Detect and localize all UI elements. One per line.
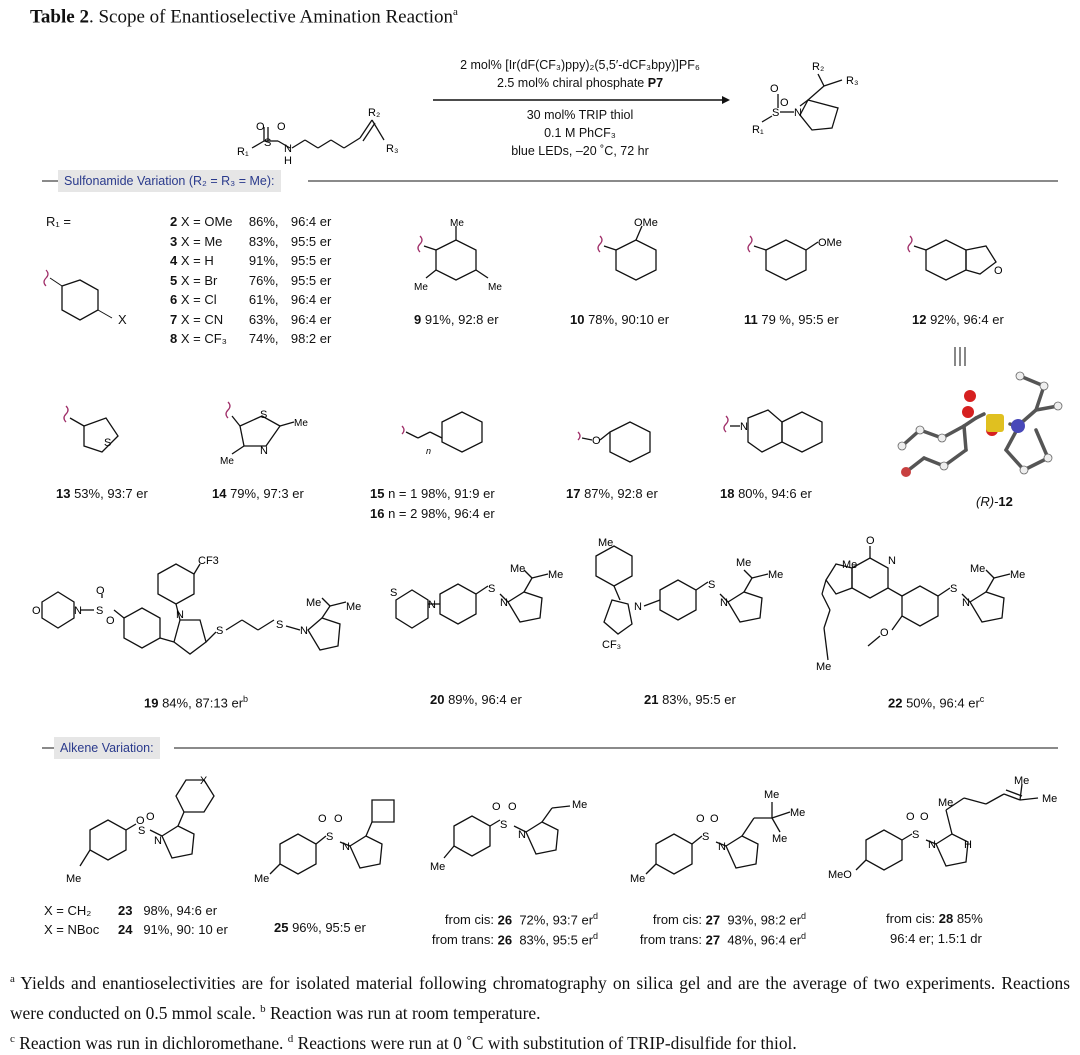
compound-18-label: 18 80%, 94:6 er [720, 486, 812, 501]
sm-oxygen-2: O [277, 121, 286, 133]
sm-r2: R₂ [368, 107, 381, 119]
compound-26-trans-label: from trans: 26 83%, 95:5 $er^d$ [431, 931, 599, 948]
footnote-b-mark: b [260, 1002, 266, 1015]
me-label: Me [772, 833, 788, 845]
compound-28-dr-label: 96:4 er; 1.5:1 dr [890, 931, 982, 946]
me-label: Me [598, 537, 614, 549]
oxygen-label: O [334, 813, 343, 825]
condition-catalyst: 2 mol% [Ir(dF(CF₃)ppy)₂(5,5′-dCF₃bpy)]PF₆ [460, 58, 700, 72]
me-label: Me [1014, 775, 1030, 787]
series-row: 2 X = OMe 86%, 96:4 er [170, 214, 332, 229]
nitrogen-label: N [720, 597, 728, 609]
xray-structure [880, 366, 1070, 486]
oxygen-atom [962, 406, 974, 418]
row3-structures [30, 534, 1080, 684]
footnote-d-mark: d [287, 1032, 294, 1045]
me-label: Me [790, 807, 806, 819]
footnote-d: Reactions were run at 0 ˚C with substitution of TRIP-disulfide for thiol. [293, 1032, 797, 1053]
sulfur-label: S [96, 605, 104, 617]
r1-label: R₁ = [46, 214, 71, 229]
meo-label: MeO [828, 869, 852, 881]
footnotes [10, 966, 1070, 1055]
oxygen-label: O [710, 813, 719, 825]
footnote-a-mark: a [10, 973, 15, 985]
table-title [30, 6, 458, 28]
me-label: Me [630, 873, 646, 885]
row1-structures [400, 212, 1080, 302]
compound-28-label: from cis: 28 85% [886, 911, 983, 926]
compound-27-trans-label: from trans: 27 48%, 96:4 $er^d$ [639, 931, 807, 948]
me-label: Me [1042, 793, 1058, 805]
sm-nitrogen: N [284, 143, 292, 155]
equivalence-mark [952, 346, 972, 368]
me-label: Me [254, 873, 270, 885]
nitrogen-label: N [634, 601, 642, 613]
table-title-text: . Scope of Enantioselective Amination Reaction [88, 6, 454, 28]
section-rule-right [308, 180, 1058, 182]
compound-16-label: 16 n = 2 98%, 96:4 er [370, 506, 495, 521]
me-label: Me [414, 282, 428, 293]
oxygen-label: O [906, 811, 915, 823]
starting-material [252, 120, 384, 148]
me-label: Me [970, 563, 986, 575]
table-number: Table 2 [30, 6, 89, 28]
series-row: 4 X = H 91%, 95:5 er [170, 253, 332, 268]
oxygen-label: O [994, 265, 1003, 277]
n-label: n [426, 446, 432, 456]
nitrogen-label: N [928, 839, 936, 851]
compound-17-label: 17 87%, 92:8 er [566, 486, 658, 501]
nitrogen-label: N [260, 445, 268, 457]
me-label: Me [510, 563, 526, 575]
wavy-bond-icon [418, 236, 422, 252]
sm-r1: R₁ [237, 146, 249, 158]
oxygen-label: O [508, 801, 517, 813]
nitrogen-label: N [300, 625, 308, 637]
compound-11-label: 11 79 %, 95:5 er [744, 312, 839, 327]
compound-9-label: 9 91%, 92:8 er [414, 312, 499, 327]
compound-15-label: 15 n = 1 98%, 91:9 er [370, 486, 495, 501]
nitrogen-label: N [518, 829, 526, 841]
oxygen-label: O [136, 815, 145, 827]
me-label: Me [736, 557, 752, 569]
footnote-b: Reaction was run at room temperature. [265, 1002, 541, 1023]
section-rule-left [42, 747, 54, 749]
condition-phosphate: 2.5 mol% chiral phosphate P7 [496, 76, 664, 90]
reaction-arrow-head [722, 96, 730, 104]
sulfur-label: S [702, 831, 710, 843]
p-sulfur: S [772, 107, 780, 119]
me-label: Me [572, 799, 588, 811]
aryl-x: X [118, 312, 127, 327]
series-row: 7 X = CN 63%, 96:4 er [170, 311, 332, 327]
x-label: X [200, 775, 208, 787]
sulfur-label: S [276, 619, 284, 631]
sulfur-label: S [260, 409, 268, 421]
series-row: 3 X = Me 83%, 95:5 er [170, 233, 332, 249]
footnote-c: Reaction was run in dichloromethane. [14, 1032, 288, 1053]
footnote-c-mark: c [10, 1032, 15, 1045]
me-label: Me [450, 218, 464, 229]
compound-19-label: 19 84%, 87:13 $er^b$ [144, 694, 249, 711]
compound-12-label: 12 92%, 96:4 er [912, 312, 1004, 327]
oxygen-atom [964, 390, 976, 402]
row4-structures [60, 770, 1070, 890]
oxygen-label: O [920, 811, 929, 823]
condition-solvent: 0.1 M PhCF₃ [544, 126, 616, 140]
compound-20-label: 20 89%, 96:4 er [430, 692, 522, 707]
compound-27-cis-label: from cis: 27 93%, 98:2 $er^d$ [652, 911, 807, 928]
section-alkene-header: Alkene Variation: [54, 737, 160, 759]
oxygen-label: O [146, 811, 155, 823]
compound-10-label: 10 78%, 90:10 er [570, 312, 670, 327]
me-label: Me [548, 569, 564, 581]
section-sulfonamide-header: Sulfonamide Variation (R₂ = R₃ = Me): [58, 170, 281, 192]
nitrogen-label: N [740, 421, 748, 433]
nitrogen-label: N [176, 609, 184, 621]
conditions-below-arrow [430, 106, 730, 160]
nitrogen-label: N [500, 597, 508, 609]
nitrogen-label: N [154, 835, 162, 847]
compound-24-label: X = NBoc 24 91%, 90: 10 er [44, 922, 228, 937]
compound-22-label: 22 50%, 96:4 $er^c$ [888, 694, 985, 711]
sulfur-label: S [500, 819, 508, 831]
sm-hydrogen: H [284, 155, 292, 167]
compound-14-label: 14 79%, 97:3 er [212, 486, 304, 501]
wavy-bond-icon [598, 236, 602, 252]
footnote-marker-a: a [453, 6, 458, 18]
me-label: Me [346, 601, 362, 613]
p-oxygen-1: O [770, 83, 779, 95]
para-aryl-structure [40, 262, 140, 342]
oxygen-label: O [880, 627, 889, 639]
sulfur-label: S [326, 831, 334, 843]
oxygen-label: O [106, 615, 115, 627]
p-oxygen-2: O [780, 97, 789, 109]
condition-light: blue LEDs, –20 ˚C, 72 hr [511, 144, 649, 158]
me-label: Me [768, 569, 784, 581]
oxygen-label: O [318, 813, 327, 825]
p-nitrogen: N [794, 107, 802, 119]
sulfur-label: S [708, 579, 716, 591]
nitrogen-label: N [74, 605, 82, 617]
xray-label: (R)-12 [976, 494, 1013, 509]
compound-23-label: X = CH₂ 23 98%, 94:6 er [44, 903, 218, 918]
nitrogen-label: N [888, 555, 896, 567]
compound-25-label: 25 96%, 95:5 er [274, 920, 366, 935]
sulfur-label: S [488, 583, 496, 595]
sm-sulfur: S [264, 137, 272, 149]
nitrogen-label: N [428, 599, 436, 611]
me-label: Me [306, 597, 322, 609]
ome-label: OMe [634, 217, 658, 229]
series-row: 6 X = Cl 61%, 96:4 er [170, 292, 332, 307]
condition-thiol: 30 mol% TRIP thiol [526, 108, 634, 122]
sulfur-atom [986, 414, 1004, 432]
sulfur-label: S [104, 437, 112, 449]
wavy-bond-icon [748, 236, 752, 252]
me-label: Me [764, 789, 780, 801]
oxygen-label: O [866, 535, 875, 547]
ome-label: OMe [818, 237, 842, 249]
compound-26-cis-label: from cis: 26 72%, 93:7 $er^d$ [444, 911, 599, 928]
p-r1: R₁ [752, 124, 764, 136]
oxygen-atom [901, 467, 911, 477]
series-row: 8 X = CF₃ 74%, 98:2 er [170, 331, 332, 346]
oxygen-label: O [492, 801, 501, 813]
me-label: Me [430, 861, 446, 873]
me-label: Me [938, 797, 954, 809]
sulfur-label: S [912, 829, 920, 841]
section-rule-right [174, 747, 1058, 749]
wavy-bond-icon [44, 270, 48, 286]
sm-r3: R₃ [386, 143, 399, 155]
sulfur-label: S [950, 583, 958, 595]
me-label: Me [294, 418, 308, 429]
sulfur-label: S [390, 587, 398, 599]
cf3-label: CF3 [198, 555, 219, 567]
series-row: 5 X = Br 76%, 95:5 er [170, 272, 332, 288]
compound-21-label: 21 83%, 95:5 er [644, 692, 736, 707]
p-r2: R₂ [812, 61, 825, 73]
nitrogen-label: N [718, 841, 726, 853]
sm-oxygen-1: O [256, 121, 265, 133]
me-label: Me [816, 661, 832, 673]
compound-13-label: 13 53%, 93:7 er [56, 486, 148, 501]
p-r3: R₃ [846, 75, 859, 87]
oxygen-label: O [96, 585, 105, 597]
sulfur-label: S [216, 625, 224, 637]
conditions-above-arrow [430, 56, 730, 92]
oxygen-label: O [32, 605, 41, 617]
oxygen-label: O [696, 813, 705, 825]
nitrogen-atom [1011, 419, 1025, 433]
row2-structures [40, 396, 840, 476]
me-label: Me [66, 873, 82, 885]
me-label: Me [220, 456, 234, 467]
oxygen-label: O [592, 435, 601, 447]
aryl-series-list [170, 214, 331, 351]
me-label: Me [842, 559, 858, 571]
sulfur-label: S [138, 825, 146, 837]
hydrogen-label: H [964, 839, 972, 851]
me-label: Me [488, 282, 502, 293]
nitrogen-label: N [342, 841, 350, 853]
nitrogen-label: N [962, 597, 970, 609]
me-label: Me [1010, 569, 1026, 581]
cf3-label: CF₃ [602, 639, 622, 651]
wavy-bond-icon [908, 236, 912, 252]
footnote-a: Yields and enantioselectivities are for isolated material following chromatography on silica gel and are the average of two experiments. Reactions were conducted on 0.5 mmol scale. [10, 972, 1070, 1023]
